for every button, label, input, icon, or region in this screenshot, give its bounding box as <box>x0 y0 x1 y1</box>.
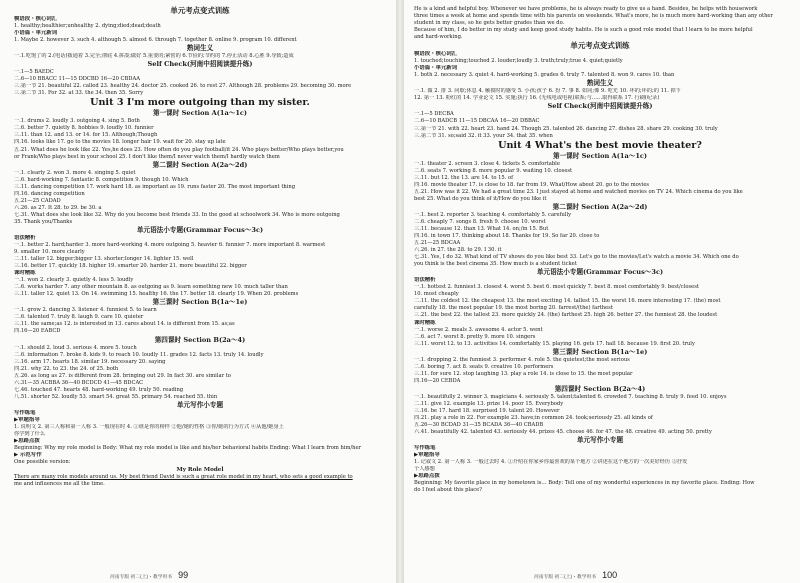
answer-line: Beginning: My favorite place in my hometown is… Body: Tell one of my wonderful experiences in my favorite place. Ending: How <box>414 480 755 487</box>
section-heading: 第二课时 Section A(2a～2d) <box>552 202 648 211</box>
section-heading: 单元考点变式训练 <box>170 6 230 15</box>
answer-line: 9. smaller 10. more clearly <box>14 249 85 256</box>
answer-line: or Frank/Who plays best in your school 25. I don't like them/I never watch them/I hardly watch them <box>14 153 280 160</box>
answer-line: 一.1. best 2. reporter 3. teaching 4. comfortably 5. carefully <box>414 211 572 218</box>
right-page-footer <box>534 570 617 580</box>
answer-line: 三.11. worst 12. to 13. activities 14. comfortably 15. playing 16. gets 17. hall 18. because 19. first 20. truly <box>414 340 695 347</box>
answer-line: 三.第一节 21. beautiful 22. called 23. healthy 24. doctor 25. cooked 26. to rest 27. Although 28. problems 29. becoming 30. more <box>14 83 352 90</box>
answer-line: My Role Model <box>176 467 224 474</box>
answer-line: 模语段・核心词汇 <box>414 51 458 58</box>
answer-line: ▶ 示范写作 <box>14 452 42 459</box>
answer-line: He is a kind and helpful boy. Whenever we have problems, he is always ready to give us a hand. Besides, he helps with housework <box>414 6 758 12</box>
answer-line: 三.16. arm 17. hearts 18. similar 19. necessary 20. saying <box>14 358 166 365</box>
section-heading: 第二课时 Section A(2a～2d) <box>152 160 248 169</box>
answer-line: 一.1. drums 2. loudly 3. outgoing 4. sing 5. Both <box>14 118 140 125</box>
section-heading: Unit 4 What's the best movie theater? <box>498 139 702 151</box>
answer-line: 五.26—30 BCDAD 31—35 BCADA 36—40 CBADB <box>414 422 544 429</box>
answer-line: 七.31. What does she look like 32. Why do you become best friends 33. In the good at schoolwork 34. Who is more outgoing <box>14 211 340 218</box>
page-number: 100 <box>602 570 618 580</box>
answer-line: 四.16. dancing competition <box>14 190 85 197</box>
answer-line: 三.第二节 31. For 32. at 33. the 34. then 35. Sorry <box>14 90 144 97</box>
footer-text: 河南专版 初二(上)・教学用书 <box>534 575 597 580</box>
footer-text: 河南专版 初二(上)・教学用书 <box>110 575 173 580</box>
section-heading: 第四课时 Section B(2a～4) <box>554 384 646 393</box>
answer-line: 一.1. won 2. clearly 3. quietly 4. less 5. loudly <box>14 277 134 284</box>
left-page-content <box>14 6 386 488</box>
answer-line: 写作练笔 <box>14 409 36 416</box>
answer-line: 你学到了什么 <box>14 430 46 437</box>
answer-line: 三.11. but 12. the 13. are 14. to 15. of <box>414 174 514 181</box>
answer-line: best 25. What do you think of it/How do you like it <box>414 195 547 202</box>
answer-line: 二.6. better 7. quietly 8. hobbies 9. loudly 10. funnier <box>14 125 154 132</box>
answer-line: 三.21. the best 22. the tallest 23. more quickly 24. (the) farthest 25. high 26. better 27. the funniest 28. the loudest <box>414 312 718 319</box>
answer-line: 八.51. shorter 52. loudly 53. smart 54. great 55. primary 54. reached 55. thin <box>14 393 218 400</box>
answer-line: 三.16. better 17. quickly 18. higher 19. smarter 20. harder 21. more beautiful 22. bigger <box>14 263 247 270</box>
section-heading: 单元写作小专题 <box>576 436 624 445</box>
answer-line: One possible version: <box>14 459 71 466</box>
answer-line: 三.11. dancing competition 17. work hard 18. as important as 19. runs faster 20. The most important thing <box>14 183 296 190</box>
section-heading: 第三课时 Section B(1a～1e) <box>152 298 248 307</box>
answer-line: 四.21. why 22. to 23. the 24. of 25. both <box>14 365 119 372</box>
answer-line: 写作练笔 <box>414 445 436 452</box>
answer-line: 二.11. the coldest 12. the cheapest 13. the most exciting 14. tallest 15. the worst 16. more interesting 17. (the) most <box>414 298 721 305</box>
section-heading: 熟词生义 <box>586 79 614 88</box>
answer-line: 五.21. What does he look like 22. Yes,he does 23. How often do you play football/it 24. Who plays better/Who plays better,you <box>14 146 344 153</box>
answer-line: 四.16. in town 17. thinking about 18. Thanks for 19. So far 20. close to <box>414 233 600 240</box>
answer-line: 二.6. cheaply 7. songs 8. fresh 9. choose 10. worst <box>414 218 546 225</box>
answer-line: me and influences me all the time. <box>14 481 105 488</box>
answer-line: 1. 记叙文 2. 第一人称 3. 一般过去时 4. ①介绍在你家乡你最喜欢的某个地方 ②讲述在这个地方的一次美好经历 ③抒发 <box>414 459 688 466</box>
answer-line: There are many role models around us. My best friend David is such a great role model in my heart, who sets a good example to <box>14 474 353 481</box>
answer-line: 四.16—20 CEBDA <box>414 377 461 384</box>
right-page <box>404 0 800 583</box>
answer-line: 个人感想 <box>414 466 435 473</box>
answer-line: ▶审题指导 <box>414 452 440 459</box>
section-heading: 单元考点变式训练 <box>570 41 630 51</box>
section-heading: 单元写作小专题 <box>176 400 224 409</box>
answer-line: 六.31—35 ACBBA 36—40 BCDCD 41—45 BDCAC <box>14 379 144 386</box>
answer-line: 三.11. the same;as 12. is interested in 13. cares about 14. is different from 15. as;as <box>14 321 235 328</box>
answer-line: 六.26. as 27. It 28. to 29. be 30. a <box>14 204 102 211</box>
section-heading: 熟词生义 <box>186 44 214 53</box>
answer-line: 1. 说明文 2. 第三人称和第一人称 3. 一般现在时 4. ①谁是你的榜样 ②他/她的性格 ③你/她的行为方式 ④从他/她身上 <box>14 423 284 430</box>
answer-line: three times a week at home and spends time with his parents on weekends. What's more, he is much more hard-working than any other <box>414 13 773 20</box>
answer-line: 二.6—10 BADCB 11—15 DBCAA 16—20 DBBAC <box>414 118 540 125</box>
answer-line: 课时精练 <box>414 319 436 326</box>
answer-line: 12. 第一 13. 粉红的 14. 学业论文 15. 实施;执行 16. (无线电或电视)联系;与……取得联系 17. 行刷(纪录) <box>414 95 660 102</box>
section-heading: 第四课时 Section B(2a～4) <box>154 335 246 344</box>
answer-line: 三.第一节 21. with 22. heart 23. hand 24. Though 25. talented 26. dancing 27. dishes 28. share 29. cooking 30. truly <box>414 125 718 132</box>
page-number: 99 <box>178 570 189 580</box>
answer-line: 二.6. talented 7. truly 8. laugh 9. care 10. quieter <box>14 314 144 321</box>
answer-line: 五.21. How was it 22. We had a great time 23. I just stayed at home and watched movies on TV 24. Which cinema do you like <box>414 188 743 195</box>
answer-line: 小语篇・单元新词 <box>414 65 458 72</box>
answer-line: 一.1—5 DECBA <box>414 111 454 118</box>
answer-line: 六.26. in 27. the 28. to 29. I 30. it <box>414 247 502 254</box>
left-page-footer <box>110 570 188 580</box>
section-heading: 第一课时 Section A(1a～1c) <box>152 109 248 118</box>
answer-line: 三.16. be 17. hard 18. surprised 19. talent 20. However <box>414 407 560 414</box>
answer-line: 四.16—20 EABCD <box>14 328 61 335</box>
answer-line: 二.11. taller 12. bigger;bigger 13. shorter;longer 14. lighter 15. well <box>14 256 194 263</box>
answer-line: 三.11. taller 12. quiet 13. On 14. swimming 15. healthy 16. the 17. better 18. clearly 19. When 20. problems <box>14 291 299 298</box>
answer-line: 三.第二节 31. so;said 32. it 33. your 34. that 35. when <box>414 132 553 139</box>
answer-line: ▶思路点拨 <box>414 473 440 480</box>
answer-line: 二.6. seats 7. working 8. more popular 9. waiting 10. closest <box>414 167 573 174</box>
answer-line: 1. healthy;healthier;unhealthy 2. dying;died;dead;death <box>14 23 161 29</box>
answer-line: 一.1. better 2. hard;harder 3. more hard-working 4. more outgoing 5. heavier 6. funnier 7. more important 8. warmest <box>14 241 326 248</box>
answer-line: 三.11. because 12. than 13. What 14. on;/in 15. But <box>414 225 549 232</box>
answer-line: 六.41. beautifully 42. talented 43. seriously 44. prizes 45. choose 46. for 47. the 48. creative 49. acting 50. pretty <box>414 429 712 436</box>
answer-line: Beginning: Why my role model is Body: What my role model is like and his/her behavioral habits Ending: What I learn from him/her <box>14 444 362 451</box>
answer-line: 1. both 2. necessary 3. quiet 4. hard-working 5. grades 6. truly 7. talented 8. won 9. cares 10. than <box>414 72 675 79</box>
answer-line: 一.1. should 2. loud 3. serious 4. more 5. touch <box>14 344 137 351</box>
answer-line: 五.21—25 BDCAA <box>414 240 461 247</box>
answer-line: 一.1. clearly 2. won 3. more 4. singing 5. quiet <box>14 169 136 176</box>
answer-line: 二.6—10 BBACC 11—15 DDCBD 16—20 CBDAA <box>14 76 140 83</box>
answer-line: 一.1—5 BAEDC <box>14 69 54 76</box>
answer-line: 一.1. grow 2. dancing 3. listener 4. funniest 5. to learn <box>14 307 157 314</box>
answer-line: 一.1. worse 2. meals 3. awesome 4. actor 5. went <box>414 326 543 333</box>
book-gutter <box>396 0 404 583</box>
answer-line: 1. Maybe 2. however 3. such 4. although 5. almost 6. through 7. together 8. online 9. program 10. different <box>14 37 297 44</box>
answer-line: 模语段・核心词汇 <box>14 16 58 22</box>
answer-line: 课时精练 <box>14 270 36 277</box>
section-heading: Self Check(河南中招阅读提升练) <box>147 60 253 69</box>
answer-line: 二.6. works harder 7. any other mountain 8. as outgoing as 9. learn something new 10. much taller than <box>14 284 288 291</box>
answer-line: 一.1. beautifully 2. winner 3. magicians 4. seriously 5. talent;talented 6. crowded 7. teaching 8. truly 9. feed 10. enjoys <box>414 393 727 400</box>
answer-line: student in my class, so he gets better grades than we do. <box>414 20 565 27</box>
answer-line: 四.16. looks like 17. go to the movies 18. longer hair 19. wait for 20. stay up late <box>14 139 226 146</box>
answer-line: 语法精析 <box>14 234 36 241</box>
answer-line: 三.11. than 12. and 13. or 14. for 15. Although;Though <box>14 132 158 139</box>
answer-line: 五.21—25 CADAD <box>14 197 61 204</box>
answer-line: 五.26. as long as 27. is different from 28. bringing out 29. In fact 30. are similar to <box>14 372 231 379</box>
answer-line: 35. Thank you/Thanks <box>14 218 73 225</box>
answer-line: 10. most cheaply <box>414 291 459 298</box>
answer-line: 一.1. hottest 2. funniest 3. closest 4. worst 5. best 6. most quickly 7. best 8. most comfortably 9. best/closest <box>414 284 699 291</box>
answer-line: ▶思路点拨 <box>14 437 40 444</box>
section-heading: 单元语法小专题(Grammar Focus～3c) <box>536 268 664 277</box>
answer-line: do I feel about this place? <box>414 487 482 494</box>
answer-line: 七.31. Yes, I do 32. What kind of TV shows do you like best 33. Let's go to the movies/Let's watch a movie 34. Which one do <box>414 254 739 261</box>
answer-line: 二.6. hard-working 7. fantastic 8. competition 9. though 10. Which <box>14 176 189 183</box>
answer-line: 一.1. theater 2. screen 3. close 4. tickets 5. comfortable <box>414 160 560 167</box>
section-heading: Unit 3 I'm more outgoing than my sister. <box>90 97 310 109</box>
answer-line: 二.11. give 12. example 13. prize 14. poor 15. Everybody <box>414 400 564 407</box>
answer-line: ▶审题指导 <box>14 416 40 423</box>
answer-line: 语法精析 <box>414 277 436 284</box>
left-page <box>0 0 396 583</box>
answer-line: 四.16. movie theater 17. is close to 18. far from 19. What/How about 20. go to the movies <box>414 181 650 188</box>
right-page-content <box>414 6 786 494</box>
section-heading: 第三课时 Section B(1a～1e) <box>552 347 648 356</box>
answer-line: 三.11. for sure 12. stop laughing 13. play a role 14. is close to 15. the most popular <box>414 370 633 377</box>
answer-line: 一.1. 做 2. 排 3. 问歇;休息 4. 触摸时的感受 5. 小孩;孩子 6. 扮 7. 事 8. 如同;像 9. 吃光 10. 坏的;坏的;的 11. 掉下 <box>414 88 681 95</box>
section-heading: Self Check(河南中招阅读提升练) <box>547 102 653 111</box>
answer-line: 二.6. information 7. broke 8. kids 9. to reach 10. loudly 11. grades 12. facts 13. truly 14. loudly <box>14 351 264 358</box>
answer-line: Because of him, I do better in my study and keep good study habits. He is such a good role model that I learn to be more helpful <box>414 27 753 34</box>
answer-line: 四.21. play a role in 22. For example 23. have;in common 24. took;seriously 25. all kinds of <box>414 414 653 421</box>
answer-line: 一.1. dropping 2. the funniest 3. performer 4. role 5. the quietest;the most serious <box>414 356 630 363</box>
answer-line: 二.6. boring 7. act 8. seats 9. creative 10. performers <box>414 363 554 370</box>
answer-line: 一.1.吃饱了的 2.(电话)拨通着 3.完全;彻底 4.拼凑;做好 5.重要的;紧密的 6.节俭的;节约的 7.停止活动 8.心胜 9.导致;造成 <box>14 53 294 60</box>
answer-line: 小语篇・单元新词 <box>14 30 58 37</box>
answer-line: and hard-working. <box>414 34 463 41</box>
answer-line: 1. touched;touching;touched 2. louder;loudly 3. truth;truly;true 4. quiet;quietly <box>414 58 623 65</box>
answer-line: carefully 18. the most popular 19. the most boring 20. farrest/(the) farthest <box>414 305 613 312</box>
answer-line: 七.46. touched 47. hearts 48. hard-working 49. truly 50. reading <box>14 386 184 393</box>
answer-line: 二.6. act 7. worst 8. pretty 9. more 10. singers <box>414 333 536 340</box>
section-heading: 第一课时 Section A(1a～1c) <box>552 151 648 160</box>
section-heading: 单元语法小专题(Grammar Focus～3c) <box>136 225 264 234</box>
answer-line: you think is the best cinema 35. How much is a student ticket <box>414 261 577 268</box>
